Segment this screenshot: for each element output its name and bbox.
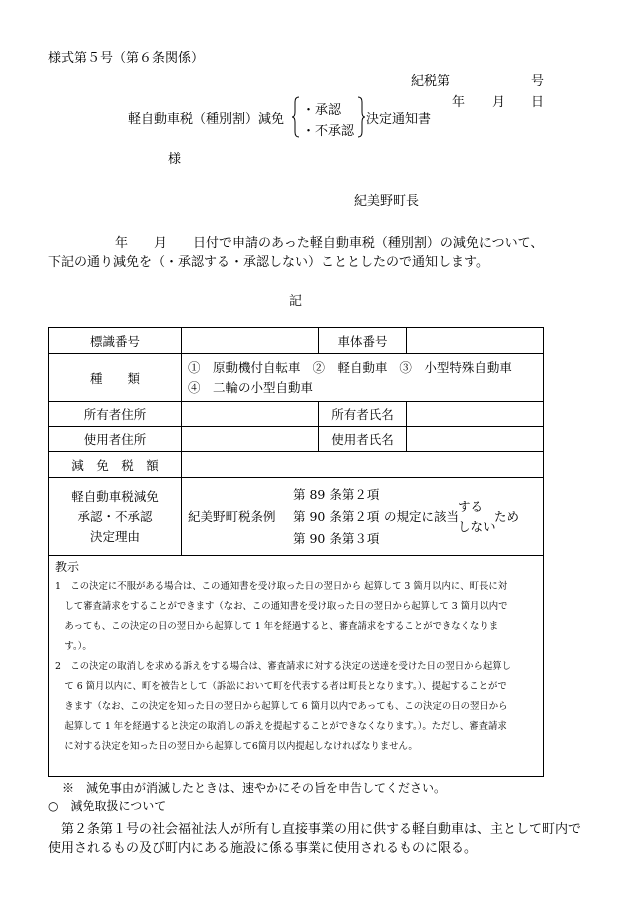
- plate-number-value: [182, 328, 319, 354]
- type-options: [182, 354, 544, 402]
- handling-heading: ○ 減免取扱について: [48, 799, 167, 813]
- title-suffix: 決定通知書: [366, 112, 432, 127]
- notice-line: 1 この決定に不服がある場合は、この通知書を受け取った日の翌日から 起算して 3 箇月以内に、町長に対: [55, 581, 508, 592]
- right-brace-icon: [357, 96, 365, 138]
- title-prefix: 軽自動車税（種別割）減免: [128, 112, 285, 127]
- doc-number-label: 紀税第: [411, 74, 451, 89]
- ordinance-name: 紀美野町税条例: [188, 508, 276, 524]
- handling-line-2: 使用されるもの及び町内にある施設に係る事業に使用されるものに限る。: [48, 841, 478, 856]
- type-option-4: ④ 二輪の小型自動車: [188, 379, 314, 395]
- notice-line: す。）。: [55, 641, 92, 652]
- user-address-value: [182, 427, 319, 452]
- issuer: 紀美野町長: [354, 194, 420, 209]
- owner-address-label: 所有者住所: [49, 402, 182, 427]
- reason-label-line-1: 軽自動車税減免: [71, 488, 159, 504]
- owner-address-value: [182, 402, 319, 427]
- type-option-2: ② 軽自動車: [312, 359, 388, 375]
- shinai-option: しない: [458, 518, 496, 534]
- reason-label-line-3: 決定理由: [89, 528, 140, 544]
- notice-line: して審査請求をすることができます（なお、この通知書を受け取った日の翌日から起算して 3 箇月以内で: [55, 601, 508, 612]
- notice-heading: 教示: [55, 560, 80, 574]
- doc-number-suffix: 号: [531, 74, 545, 89]
- notice-line: あっても、この決定の日の翌日から起算して 1 年を経過すると、審査請求をすることができなくなりま: [55, 621, 499, 632]
- title-option-disapprove: ・不承認: [302, 124, 355, 139]
- addressee-suffix: 様: [168, 152, 182, 167]
- notice-box: [48, 556, 544, 777]
- user-name-label: 使用者氏名: [319, 427, 407, 452]
- owner-name-value: [407, 402, 544, 427]
- vehicle-number-value: [407, 328, 544, 354]
- reason-label-line-2: 承認・不承認: [77, 508, 153, 524]
- notice-line: 起算して 1 年を経過すると決定の取消しの訴えを提起することができなくなります。）。ただし、審査請求: [55, 721, 507, 732]
- body-line-1: 年 月 日付で申請のあった軽自動車税（種別割）の減免について、: [115, 236, 544, 251]
- left-brace-icon: [292, 96, 300, 138]
- date-year: 年: [452, 95, 466, 110]
- body-line-2: 下記の通り減免を（・承認する・承認しない）こととしたので通知します。: [48, 255, 489, 270]
- article-3: 第 90 条第３項: [293, 530, 380, 546]
- exemption-amount-label: 減 免 税 額: [49, 452, 182, 478]
- tame-text: ため: [494, 508, 520, 524]
- report-note: ※ 減免事由が消滅したときは、速やかにその旨を申告してください。: [62, 781, 447, 795]
- ki-heading: 記: [289, 294, 303, 309]
- reason-value: [182, 478, 544, 556]
- title-option-approve: ・承認: [302, 103, 342, 118]
- article-1: 第 89 条第２項: [293, 486, 380, 502]
- plate-number-label: 標識番号: [49, 328, 182, 354]
- notice-line: に対する決定を知った日の翌日から起算して6箇月以内提起しなければなりません。: [55, 741, 418, 752]
- suru-option: する: [458, 498, 484, 514]
- form-number: 様式第５号（第６条関係）: [48, 51, 205, 66]
- notice-line: て 6 箇月以内に、町を被告として（訴訟において町を代表する者は町長となります。）、提起することがで: [55, 681, 507, 692]
- exemption-amount-value: [182, 452, 544, 478]
- article-2: 第 90 条第２項: [293, 508, 380, 524]
- handling-line-1: 第２条第１号の社会福祉法人が所有し直接事業の用に供する軽自動車は、主として町内で: [48, 822, 582, 837]
- date-month: 月: [492, 95, 506, 110]
- date-day: 日: [531, 95, 545, 110]
- type-option-1: ① 原動機付自転車: [188, 359, 301, 375]
- notice-line: 2 この決定の取消しを求める訴えをする場合は、審査請求に対する決定の送達を受けた日の翌日から起算し: [55, 661, 511, 672]
- reason-label: [49, 478, 182, 556]
- type-label: 種 類: [49, 354, 182, 402]
- notice-line: きます（なお、この決定を知った日の翌日から起算して 6 箇月以内であっても、この決定の日の翌日から: [55, 701, 508, 712]
- applicable-text: の規定に該当: [384, 508, 460, 524]
- type-option-3: ③ 小型特殊自動車: [399, 359, 512, 375]
- owner-name-label: 所有者氏名: [319, 402, 407, 427]
- vehicle-number-label: 車体番号: [319, 328, 407, 354]
- vehicle-info-table: [48, 327, 544, 556]
- user-name-value: [407, 427, 544, 452]
- user-address-label: 使用者住所: [49, 427, 182, 452]
